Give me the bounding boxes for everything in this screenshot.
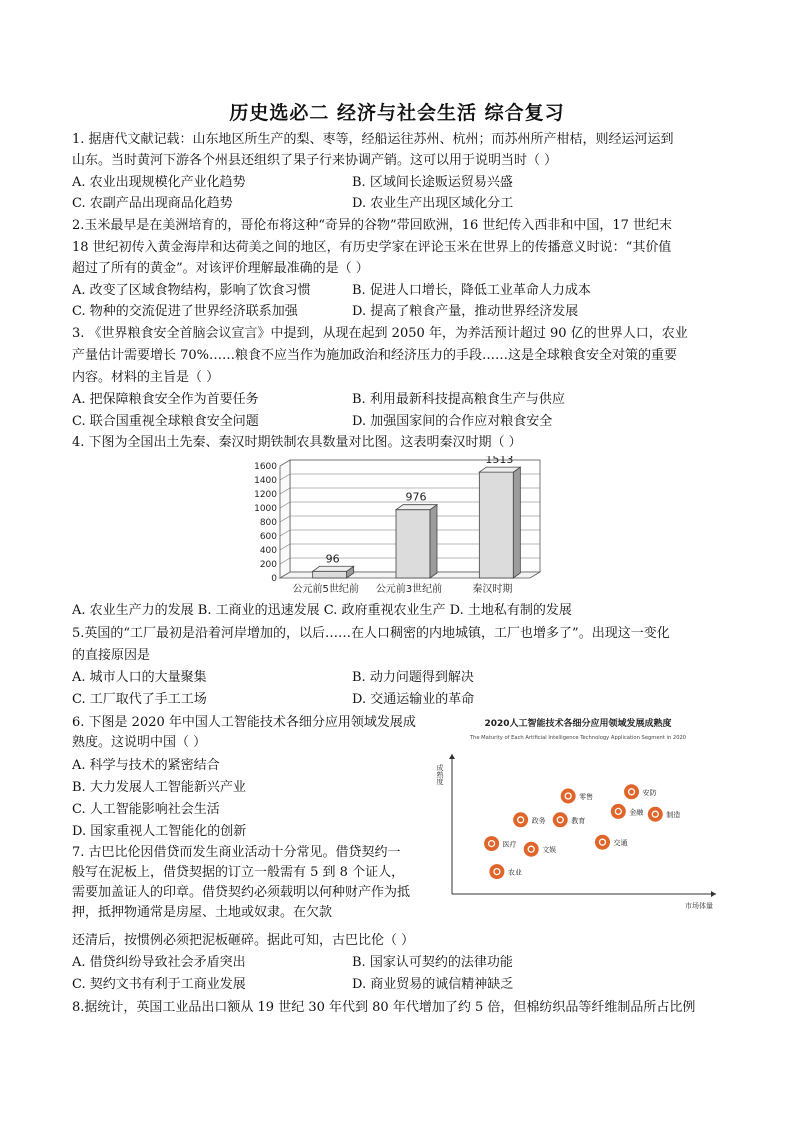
q7-option-c[interactable]: C. 契约文书有利于工商业发展 [72, 977, 246, 992]
page-title: 历史选必二 经济与社会生活 综合复习 [229, 102, 565, 124]
q6-option-c[interactable]: C. 人工智能影响社会生活 [72, 802, 220, 817]
q8-stem-line1: 8.据统计，英国工业品出口额从 19 世纪 30 年代到 80 年代增加了约 5 倍，但棉纺织品等纤维制品所占比例 [72, 1000, 696, 1015]
q2-option-c[interactable]: C. 物种的交流促进了世界经济联系加强 [72, 304, 298, 319]
q3-option-d[interactable]: D. 加强国家间的合作应对粮食安全 [352, 414, 553, 429]
q6-stem: 6. 下图是 2020 年中国人工智能技术各细分应用领域发展成熟度。这说明中国（ ） [72, 715, 416, 750]
scatter-point [524, 842, 539, 857]
scatter-point [648, 807, 663, 822]
q3-option-b[interactable]: B. 利用最新科技提高粮食生产与供应 [352, 392, 565, 407]
y-axis-label: 成熟度 [436, 764, 444, 785]
q2-stem-line2: 18 世纪初传入黄金海岸和达荷美之间的地区，有历史学家在评论玉米在世界上的传播意义时说：“其价值 [72, 240, 672, 255]
scatter-point [553, 812, 568, 827]
q1-option-d[interactable]: D. 农业生产出现区域化分工 [352, 196, 514, 211]
q5-option-c[interactable]: C. 工厂取代了手工工场 [72, 692, 207, 707]
ai-maturity-chart [428, 712, 728, 917]
scatter-point [484, 836, 499, 851]
q7-option-d[interactable]: D. 商业贸易的诚信精神缺乏 [352, 977, 514, 992]
q6-option-a[interactable]: A. 科学与技术的紧密结合 [72, 758, 220, 773]
q3-stem-line2: 产量估计需要增长 70%……粮食不应当作为施加政治和经济压力的手段……这是全球粮食安全对策的重要 [72, 348, 678, 363]
x-category-label: 公元前5世纪前 [292, 584, 359, 595]
scatter-point [489, 864, 504, 879]
q3-stem-line3: 内容。材料的主旨是（ ） [72, 370, 220, 385]
y-axis-arrow [449, 754, 455, 759]
x-category-label: 秦汉时期 [472, 584, 513, 595]
y-tick-label: 400 [259, 546, 277, 556]
bar-data-label: 976 [405, 490, 427, 504]
scatter-point-label: 安防 [642, 788, 657, 797]
scatter-point [624, 784, 639, 799]
bar [396, 510, 430, 578]
q5-option-b[interactable]: B. 动力问题得到解决 [352, 670, 474, 685]
q1-option-c[interactable]: C. 农副产品出现商品化趋势 [72, 196, 233, 211]
x-category-label: 公元前3世纪前 [375, 584, 443, 595]
q7-option-a[interactable]: A. 借贷纠纷导致社会矛盾突出 [72, 955, 246, 970]
x-axis-label: 市场体量 [685, 902, 713, 910]
bar-side [513, 467, 520, 578]
q5-stem-line1: 5.英国的“工厂最初是沿着河岸增加的，以后……在人口稠密的内地城镇，工厂也增多了”。出现这一变化 [72, 626, 670, 641]
q5-option-a[interactable]: A. 城市人口的大量聚集 [72, 670, 207, 685]
y-tick-label: 200 [259, 560, 277, 570]
q6-option-d[interactable]: D. 国家重视人工智能化的创新 [72, 824, 247, 839]
q5-stem-line2: 的直接原因是 [72, 648, 151, 663]
q3-option-a[interactable]: A. 把保障粮食安全作为首要任务 [72, 392, 259, 407]
q5-option-d[interactable]: D. 交通运输业的革命 [352, 692, 475, 707]
q7-option-b[interactable]: B. 国家认可契约的法律功能 [352, 955, 513, 970]
q1-option-a[interactable]: A. 农业出现规模化产业化趋势 [72, 175, 246, 190]
q2-stem-line3: 超过了所有的黄金”。对该评价理解最准确的是（ ） [72, 261, 369, 276]
scatter-point [595, 835, 610, 850]
q7-stem-last: 还清后，按惯例必须把泥板砸碎。据此可知，古巴比伦（ ） [72, 933, 415, 948]
scatter-point-label: 农业 [507, 868, 522, 877]
bar [313, 571, 347, 578]
scatter-point [611, 804, 626, 819]
x-axis-arrow [711, 891, 716, 897]
q7-stem: 7. 古巴比伦因借贷而发生商业活动十分常见。借贷契约一般写在泥板上，借贷契据的订立一般需有 5 到 8 个证人，需要加盖证人的印章。借贷契约必须载明以何种财产作为抵押，抵押物通常是房屋、土地或奴隶。在欠款 [72, 845, 411, 920]
y-tick-label: 1600 [254, 462, 277, 472]
q1-option-b[interactable]: B. 区域间长途贩运贸易兴盛 [352, 175, 513, 190]
chart-title: 2020人工智能技术各细分应用领域发展成熟度 [484, 719, 672, 729]
q3-stem-line1: 3. 《世界粮食安全首脑会议宣言》中提到，从现在起到 2050 年，为养活预计超过 90 亿的世界人口，农业 [72, 326, 688, 341]
q3-option-c[interactable]: C. 联合国重视全球粮食安全问题 [72, 414, 259, 429]
scatter-point-label: 文娱 [542, 846, 557, 855]
scatter-point-label: 制造 [666, 811, 681, 820]
bar-top [313, 566, 354, 571]
bar-data-label: 96 [325, 552, 340, 566]
bar-top [396, 505, 437, 510]
scatter-point [561, 789, 576, 804]
bar-top [479, 467, 520, 472]
scatter-point-label: 教育 [571, 816, 586, 825]
y-tick-label: 600 [259, 532, 277, 542]
q2-option-b[interactable]: B. 促进人口增长，降低工业革命人力成本 [352, 283, 591, 298]
q1-stem-line2: 山东。当时黄河下游各个州县还组织了果子行来协调产销。这可以用于说明当时（ ） [72, 153, 558, 168]
scatter-point-label: 金融 [629, 808, 644, 817]
scatter-point-label: 零售 [579, 793, 594, 801]
y-tick-label: 1400 [254, 476, 277, 486]
q4-options: A. 农业生产力的发展 B. 工商业的迅速发展 C. 政府重视农业生产 D. 土地私有制的发展 [72, 603, 572, 618]
y-tick-label: 1000 [254, 504, 277, 514]
y-tick-label: 800 [259, 518, 277, 528]
iron-tools-bar-chart [250, 456, 550, 596]
bar-side [430, 505, 437, 578]
q4-stem: 4. 下图为全国出土先秦、秦汉时期铁制农具数量对比图。这表明秦汉时期（ ） [72, 435, 522, 450]
q6-option-b[interactable]: B. 大力发展人工智能新兴产业 [72, 780, 246, 795]
bar-data-label: 1513 [485, 456, 514, 467]
q1-stem-line1: 1. 据唐代文献记载：山东地区所生产的梨、枣等，经船运往苏州、杭州；而苏州所产柑桔，则经运河运到 [72, 132, 674, 147]
y-tick-label: 1200 [254, 490, 277, 500]
scatter-point-label: 医疗 [502, 840, 517, 849]
q2-option-a[interactable]: A. 改变了区域食物结构，影响了饮食习惯 [72, 283, 311, 298]
chart-subtitle: The Maturity of Each Artificial Intelligence Technology Application Segment in 2020 [469, 735, 687, 741]
q2-option-d[interactable]: D. 提高了粮食产量，推动世界经济发展 [352, 304, 579, 319]
scatter-point-label: 政务 [531, 816, 546, 825]
bar [479, 472, 513, 578]
q2-stem-line1: 2.玉米最早是在美洲培育的，哥伦布将这种“奇异的谷物”带回欧洲，16 世纪传入西非和中国，17 世纪末 [72, 218, 673, 233]
y-tick-label: 0 [271, 574, 277, 584]
scatter-point-label: 交通 [613, 839, 628, 848]
scatter-point [513, 812, 528, 827]
